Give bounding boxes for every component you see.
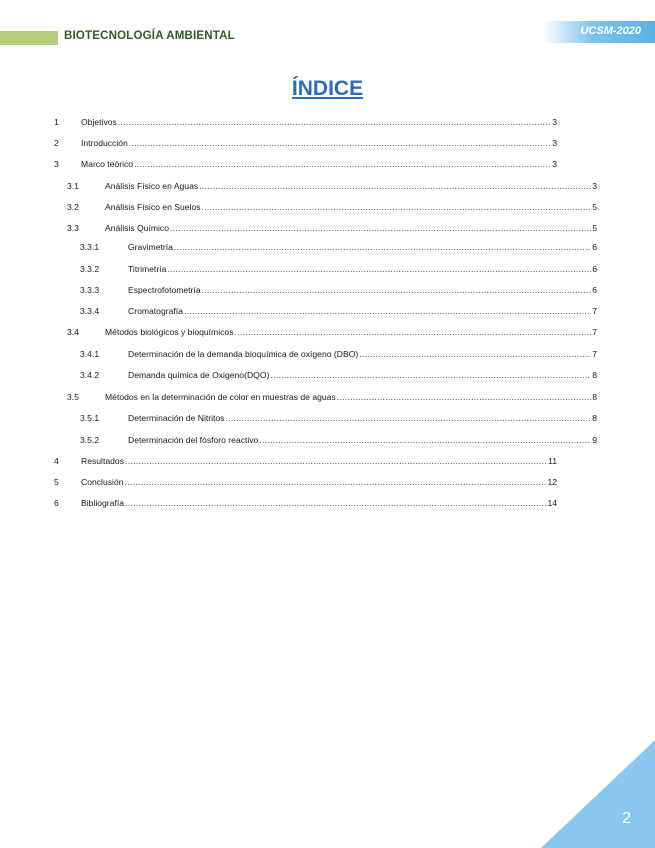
toc-dot-leader [125, 475, 547, 489]
toc-dot-leader [174, 240, 591, 254]
toc-dot-leader [129, 136, 551, 150]
toc-entry[interactable] [80, 411, 597, 425]
toc-entry-title: Determinación de la demanda bioquímica de oxígeno (DBO) [128, 349, 359, 359]
toc-entry-number: 3.3.2 [80, 264, 100, 274]
toc-entry-title: Métodos biológicos y bioquímicos [105, 327, 234, 337]
toc-entry-page: 9 [592, 435, 597, 445]
toc-entry[interactable] [67, 325, 597, 339]
toc-entry[interactable] [67, 390, 597, 404]
toc-entry-title: Determinación de Nitritos [128, 413, 225, 423]
toc-entry-page: 3 [592, 181, 597, 191]
toc-entry-number: 3.5.2 [80, 435, 100, 445]
toc-entry[interactable] [67, 221, 597, 235]
toc-entry-number: 2 [54, 138, 59, 148]
toc-entry-number: 3.3 [67, 223, 79, 233]
toc-entry-number: 3.3.3 [80, 285, 100, 295]
toc-entry-page: 5 [592, 223, 597, 233]
toc-entry-title: Titrimetría [128, 264, 167, 274]
toc-entry-page: 7 [592, 306, 597, 316]
toc-entry[interactable] [54, 475, 557, 489]
header-course-title: BIOTECNOLOGÍA AMBIENTAL [64, 30, 235, 42]
toc-entry-page: 8 [592, 392, 597, 402]
toc-entry[interactable] [80, 240, 597, 254]
toc-entry-title: Análisis Químico [105, 223, 169, 233]
toc-entry[interactable] [80, 262, 597, 276]
toc-entry-title: Cromatografía [128, 306, 183, 316]
toc-entry[interactable] [67, 179, 597, 193]
toc-entry[interactable] [80, 433, 597, 447]
toc-dot-leader [125, 454, 547, 468]
toc-entry-number: 3.2 [67, 202, 79, 212]
toc-entry[interactable] [80, 368, 597, 382]
toc-heading: ÍNDICE [291, 77, 364, 100]
toc-dot-leader [167, 262, 591, 276]
toc-entry[interactable] [54, 496, 557, 510]
toc-dot-leader [235, 325, 592, 339]
toc-dot-leader [225, 411, 591, 425]
toc-entry-number: 3.4.1 [80, 349, 100, 359]
header-university-badge [543, 21, 655, 43]
toc-entry-title: Gravimetría [128, 242, 173, 252]
toc-dot-leader [170, 221, 591, 235]
toc-entry-page: 12 [547, 477, 557, 487]
toc-dot-leader [337, 390, 591, 404]
toc-entry-page: 5 [592, 202, 597, 212]
toc-entry-title: Métodos en la determinación de color en muestras de aguas [105, 392, 336, 402]
toc-entry-page: 6 [592, 285, 597, 295]
toc-entry-title: Determinación del fósforo reactivo [128, 435, 259, 445]
toc-dot-leader [270, 368, 591, 382]
toc-entry[interactable] [67, 200, 597, 214]
header-badge-label: UCSM-2020 [580, 25, 641, 37]
toc-entry-number: 3.3.1 [80, 242, 100, 252]
toc-entry-page: 6 [592, 242, 597, 252]
toc-entry-number: 3.4 [67, 327, 79, 337]
toc-entry[interactable] [54, 157, 557, 171]
toc-entry-number: 1 [54, 117, 59, 127]
toc-entry-page: 7 [592, 327, 597, 337]
toc-dot-leader [118, 115, 551, 129]
toc-entry-title: Objetivos [81, 117, 117, 127]
toc-entry-number: 3.5.1 [80, 413, 100, 423]
toc-entry-title: Bibliografía [81, 498, 124, 508]
toc-entry[interactable] [80, 283, 597, 297]
toc-entry-number: 3.4.2 [80, 370, 100, 380]
toc-entry-number: 3.5 [67, 392, 79, 402]
toc-entry-page: 3 [552, 138, 557, 148]
toc-dot-leader [199, 179, 591, 193]
toc-entry[interactable] [54, 136, 557, 150]
toc-dot-leader [202, 200, 592, 214]
toc-entry-title: Espectrofotometría [128, 285, 201, 295]
toc-entry-page: 6 [592, 264, 597, 274]
toc-dot-leader [184, 304, 591, 318]
toc-entry-number: 3 [54, 159, 59, 169]
toc-entry-title: Resultados [81, 456, 124, 466]
toc-entry-title: Conclusión [81, 477, 124, 487]
toc-dot-leader [359, 347, 591, 361]
toc-entry-page: 3 [552, 117, 557, 127]
toc-entry-page: 11 [548, 456, 557, 466]
toc-entry-number: 6 [54, 498, 59, 508]
toc-entry-page: 3 [552, 159, 557, 169]
toc-entry-title: Análisis Físico en Aguas [105, 181, 199, 191]
toc-entry[interactable] [54, 454, 557, 468]
toc-dot-leader [259, 433, 591, 447]
toc-entry-number: 3.1 [67, 181, 79, 191]
toc-dot-leader [125, 496, 546, 510]
toc-entry-page: 7 [592, 349, 597, 359]
toc-dot-leader [134, 157, 551, 171]
corner-decoration [541, 740, 655, 848]
toc-entry[interactable] [54, 115, 557, 129]
page-number: 2 [622, 810, 631, 827]
toc-entry-title: Marco teórico [81, 159, 134, 169]
toc-entry-number: 3.3.4 [80, 306, 100, 316]
toc-entry-page: 8 [592, 413, 597, 423]
toc-entry-page: 14 [547, 498, 557, 508]
toc-entry-title: Introducción [81, 138, 128, 148]
toc-entry-number: 5 [54, 477, 59, 487]
toc-entry-title: Demanda química de Oxigeno(DQO) [128, 370, 270, 380]
toc-entry-number: 4 [54, 456, 59, 466]
toc-entry-title: Análisis Físico en Suelos [105, 202, 201, 212]
toc-entry-page: 8 [592, 370, 597, 380]
toc-entry[interactable] [80, 304, 597, 318]
toc-entry[interactable] [80, 347, 597, 361]
header-accent-bar [0, 31, 58, 45]
toc-dot-leader [202, 283, 592, 297]
